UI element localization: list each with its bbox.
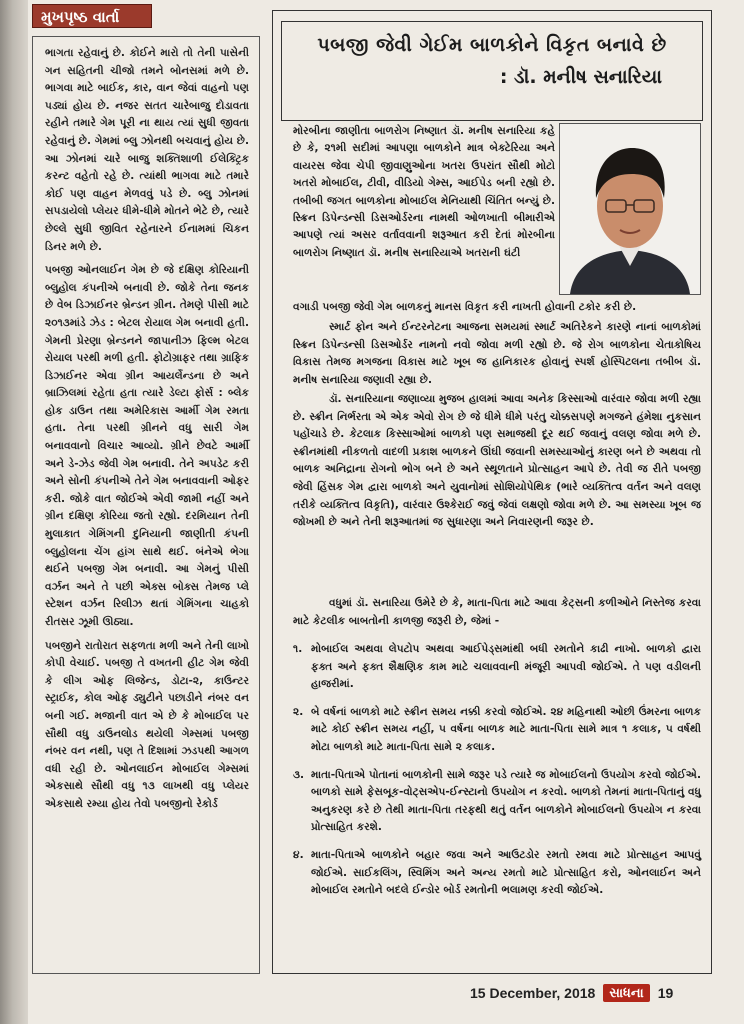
portrait-icon <box>560 124 700 294</box>
list-text: મોબાઈલ અથવા લેપટોપ અથવા આઈપેડ્સમાંથી બધી રમતોને કાઢી નાખો. બાળકો દ્વારા ફક્ત અને ફક્ત શૈક્ષણિક કામ માટે ચલાવવાની મંજૂરી આપવી જોઈએ. તે પણ વડીલની હાજરીમાં. <box>311 643 701 691</box>
magazine-logo: સાધના <box>603 984 649 1002</box>
article-paragraph: વધુમાં ડૉ. સનારિયા ઉમેરે છે કે, માતા-પિતા માટે આવા કેટ્સની કળીઓને નિસ્તેજ કરવા માટે કેટલીક બાબતોની કાળજી જરૂરી છે, જેમાં - <box>293 597 701 627</box>
left-paragraph: પબજીને રાતોરાત સફળતા મળી અને તેની લાખો કોપી વેચાઈ. પબજી તે વખતની હીટ ગેમ જેવી કે લીગ ઓફ લિજેન્ડ, ડોટા-૨, કાઉન્ટર સ્ટ્રાઈક, કોલ ઓફ ડ્યુટીને પછાડીને નંબર વન બની ગઈ. મજાની વાત એ છે કે મોબાઈલ પર સૌથી વધુ ડાઉનલોડ થયેલી ગેમ્સમાં પબજી નંબર વન નથી, પણ તે દિશામાં ઝડપથી આગળ વધી રહી છે. ઓનલાઈન મોબાઈલ ગેમ્સમાં એકસાથે સૌથી વધુ ૧૩ લાખથી વધુ પ્લેયર એકસાથે રમ્યા હોય તેવો પબજીનો રેકોર્ડ <box>45 639 249 810</box>
issue-date: 15 December, 2018 <box>470 985 596 1001</box>
left-column <box>32 36 260 974</box>
list-number: ૩. <box>293 768 305 781</box>
book-spine <box>0 0 28 1024</box>
left-paragraph: ભાગતા રહેવાનું છે. કોઈને મારો તો તેની પાસેની ગન સહિતની ચીજો તમને બોનસમાં મળે છે. ભાગવા માટે બાઈક, કાર, વાન જેવાં વાહનો પણ પડ્યાં હોય છે. નજર સતત ચારેબાજુ દોડાવતા રહીને તમારે ગેમ પૂરી ના થાય ત્યાં સુધી જીવતા રહેવાનું છે. ગેમમાં બ્લુ ઝોનથી બચવાનું હોય છે. આ ઝોનમાં ચારે બાજુ શક્તિશાળી ઈલેક્ટ્રિક કરન્ટ વહેતો રહે છે. ત્યાંથી ભાગવા માટે તમારે કોઈ પણ વાહન મેળવવું પડે છે. બ્લુ ઝોનમાં સપડાયેલો પ્લેયર ધીમે-ધીમે મોતને ભેટે છે, ત્યારે છેલ્લે સુધી જીવિત રહેનારને ઈનામમાં ચિકન ડિનર મળે છે. <box>45 47 249 253</box>
article-intro: મોરબીના જાણીતા બાળરોગ નિષ્ણાત ડૉ. મનીષ સનારિયા કહે છે કે, ૨૧મી સદીમાં આપણા બાળકોને માત્ર બેક્ટેરિયા અને વાયરસ જેવા ચેપી જીવાણુઓના ખતરા ઉપરાંત સૌથી મોટો ખતરો મોબાઈલ, ટીવી, વીડિયો ગેમ્સ, આઈપેડ બની રહ્યો છે. તબીબી જગત બાળકોના મોબાઈલ મેનિયાથી ચિંતિત બન્યું છે. સ્ક્રિન ડિપેન્ડન્સી ડિસઓર્ડરના નામથી ઓળખાતી બીમારીએ આપણે ત્યાં અસર વર્તાવવાની શરૂઆત કરી દેતાં મોરબીના બાળરોગ નિષ્ણાત ડૉ. મનીષ સનારિયાએ ખતરાની ઘંટી <box>293 125 555 259</box>
list-text: બે વર્ષનાં બાળકો માટે સ્ક્રીન સમય નક્કી કરવો જોઈએ. ૨૪ મહિનાથી ઓછી ઉંમરના બાળક માટે કોઈ સ્ક્રીન સમય નહીં, ૫ વર્ષના બાળક માટે માતા-પિતા સામે માત્ર ૧ કલાક, ૫ વર્ષથી મોટા બાળકો માટે માતા-પિતા સામે ૨ કલાક. <box>311 705 701 753</box>
tips-list <box>293 641 701 910</box>
page-footer <box>470 982 673 1004</box>
page-number: 19 <box>657 985 674 1001</box>
list-item <box>293 847 701 900</box>
article-title: પબજી જેવી ગેઈમ બાળકોને વિકૃત બનાવે છે <box>317 34 667 56</box>
list-number: ૪. <box>293 848 304 861</box>
article-body <box>293 391 701 532</box>
list-item <box>293 704 701 757</box>
article-box <box>272 10 712 974</box>
list-item <box>293 767 701 837</box>
list-number: ૨. <box>293 705 304 718</box>
article-paragraph: ડૉ. સનારિયાના જણાવ્યા મુજબ હાલમાં આવા અનેક કિસ્સાઓ વારંવાર જોવા મળી રહ્યા છે. સ્ક્રીન નિર્ભરતા એ એક એવો રોગ છે જે ધીમે ધીમે પરંતુ ચોક્કસપણે મગજને હંમેશા નુકસાન પહોંચાડે છે. કેટલાક કિસ્સાઓમાં બાળકો પણ સમાજથી દૂર થઈ જવાનું વલણ જોવા મળે છે. સ્ક્રીનમાંથી નીકળતો વાદળી પ્રકાશ બાળકને ઊંઘી જવાની સમસ્યાઓનું કારણ બને છે અથવા તો બાળક અનિદ્રાના રોગનો ભોગ બને છે અને સ્થૂળતાને પ્રોત્સાહન આપે છે. તેવી જ રીતે પબજી જેવી હિંસક ગેમ દ્વારા બાળકો અને યુવાનોમાં સોશિયોપેથિક (ભારે વ્યક્તિત્વ વર્તન અને વલણ તરીકે વ્યક્તિત્વ વિકૃતિ), વારંવાર ઉશ્કેરાઈ જવું જેવાં લક્ષણો જોવા મળે છે. આ સમસ્યા ખૂબ જ જોખમી છે અને તેની શરૂઆતમાં જ સુધારણા અને નિવારણની જરૂર છે. <box>293 393 701 529</box>
list-text: માતા-પિતાએ પોતાનાં બાળકોની સામે જરૂર પડે ત્યારે જ મોબાઈલનો ઉપયોગ કરવો જોઈએ. બાળકો સામે ફેસબૂક-વોટ્સએપ-ઈન્સ્ટાનો ઉપયોગ ન કરવો. બાળકો તેમનાં માતા-પિતાનું વધુ અનુકરણ કરે છે તેથી માતા-પિતા તરફથી થતું વર્તન બાળકોને મોબાઈલનો ઉપયોગ ન કરવા પ્રોત્સાહિત કરશે. <box>311 768 701 834</box>
article-body <box>293 595 701 630</box>
list-item <box>293 641 701 694</box>
article-paragraph: સ્માર્ટ ફોન અને ઈન્ટરનેટના આજના સમયમાં સ્માર્ટ અતિરેકને કારણે નાનાં બાળકોમાં સ્ક્રિન ડિપેન્ડન્સી ડિસઓર્ડર નામનો નવો જોવા મળી રહ્યો છે. જે રોગ બાળકોના ચેતાકોષિય વિકાસ તેમજ મગજના વિકાસ માટે ખૂબ જ હાનિકારક હોવાનું સ્પર્શ હોસ્પિટલના તબીબ ડૉ. મનીષ સનારિયા જણાવી રહ્યા છે. <box>293 321 702 386</box>
article-title-band <box>281 21 703 121</box>
list-text: માતા-પિતાએ બાળકોને બહાર જવા અને આઉટડોર રમતો રમવા માટે પ્રોત્સાહન આપવું જોઈએ. સાઈકલિંગ, સ્વિમિંગ અને અન્ય રમતો માટે પ્રોત્સાહિત કરો, ઓનલાઈન અને મોબાઈલ રમતોને બદલે ઈન્ડોર બોર્ડ રમતોની ભલામણ કરવી જોઈએ. <box>311 848 701 897</box>
author-photo <box>559 123 701 295</box>
article-intro-continued: વગાડી પબજી જેવી ગેમ બાળકનું માનસ વિકૃત કરી નાખતી હોવાની ટકોર કરી છે. <box>293 301 637 313</box>
left-paragraph: પબજી ઓનલાઈન ગેમ છે જે દક્ષિણ કોરિયાની બ્લુહોલ કંપનીએ બનાવી છે. જોકે તેના જનક છે વેબ ડિઝાઈનર બ્રેન્ડન ગ્રીન. તેમણે પીસી માટે ૨૦૧૩માંડે ઝેડ : બેટલ રોયાલ ગેમ બનાવી હતી. ગેમની પ્રેરણા બ્રેન્ડનને જાપાનીઝ ફિલ્મ બેટલ રોયાલ પરથી મળી હતી. ફોટોગ્રાફર તથા ગ્રાફિક ડિઝાઈનર એવા ગ્રીન આયર્લેન્ડના છે અને બ્રાઝિલમાં રહેતા હતા ત્યારે ડેલ્ટા ફોર્સ : બ્લેક હોક ડાઉન તથા અમેરિકાસ આર્મી ગેમ રમતા હતા. તેના પરથી ગ્રીનને વધુ સારી ગેમ બનાવવાનો વિચાર આવ્યો. ગ્રીને છેવટે આર્મી અને ડે-ઝેડ જેવી ગેમ બનાવી. તેને અપડેટ કરી અને સોની કંપનીએ તેને ગેમ બનાવવાની ઓફર કરી. જોકે વાત જોઈએ એવી જામી નહીં અને ગ્રીન દક્ષિણ કોરિયા જતો રહ્યો. દરમિયાન તેની મુલાકાત ગેમિંગની દુનિયાની જાણીતી કંપની બ્લુહોલના ચેંગ હાંગ સાથે થઈ. બંનેએ ભેગા થઈને પબજી ગેમ બનાવી. આ ગેમનું પીસી વર્ઝન અને તે પછી એક્સ બોક્સ તેમજ પ્લે સ્ટેશન વર્ઝન રિલીઝ થતાં ગેમિંગના ચાહકો રીતસર ઝૂમી ઊઠ્યા. <box>45 264 249 628</box>
section-tag: મુખપૃષ્ઠ વાર્તા <box>32 4 152 28</box>
article-byline: : ડૉ. મનીષ સનારિયા <box>499 66 662 88</box>
article-body <box>293 319 701 389</box>
list-number: ૧. <box>293 643 303 655</box>
